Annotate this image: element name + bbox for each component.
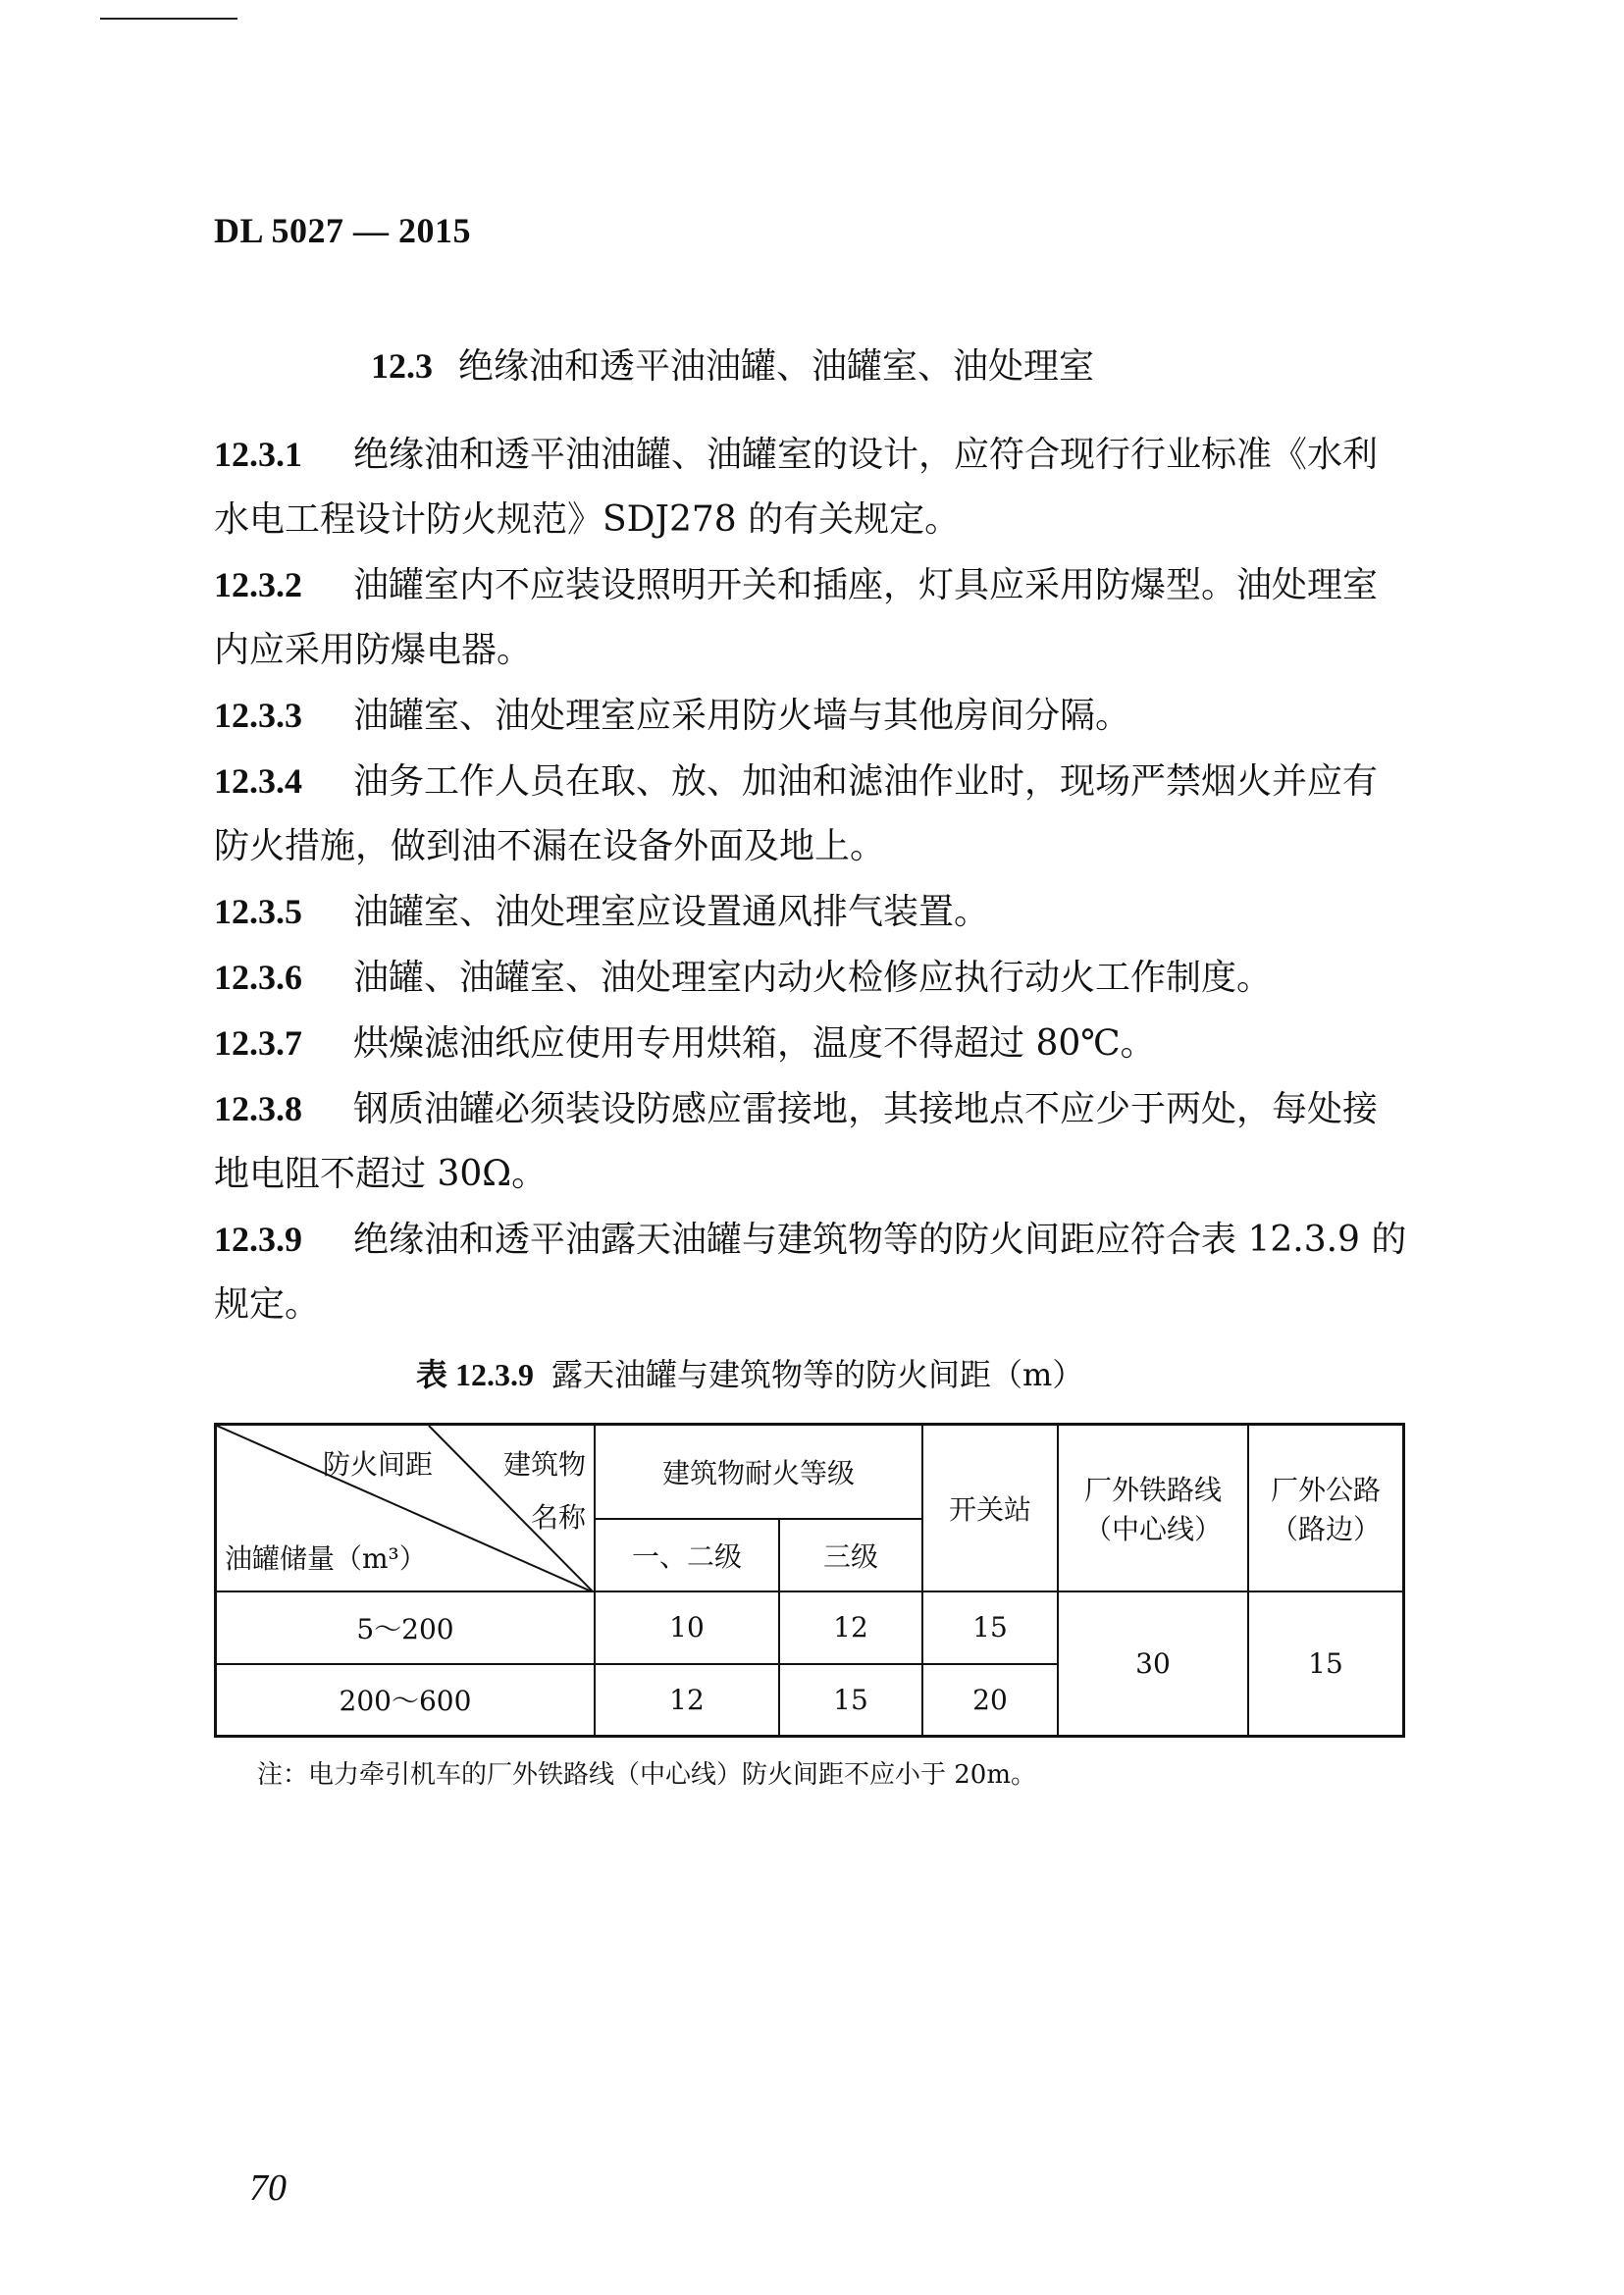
- fire-distance-table: [214, 1423, 1405, 1738]
- header-switchyard: 开关站: [922, 1425, 1058, 1591]
- diag-label-capacity: 油罐储量（m³）: [225, 1541, 427, 1575]
- header-fire-grade: 建筑物耐火等级: [595, 1425, 922, 1519]
- clause-12-3-9: [214, 1207, 1411, 1337]
- clause-12-3-2: [214, 552, 1411, 683]
- cell-grade-1-2: 12: [595, 1664, 779, 1737]
- header-rail: 厂外铁路线（中心线）: [1058, 1425, 1248, 1591]
- clause-text: 绝缘油和透平油油罐、油罐室的设计，应符合现行行业标准《水利水电工程设计防火规范》SDJ278 的有关规定。: [214, 435, 1379, 540]
- diag-label-building: 建筑物: [502, 1448, 586, 1481]
- document-code: DL 5027 — 2015: [214, 211, 472, 250]
- clause-text: 油罐室、油处理室应采用防火墙与其他房间分隔。: [353, 696, 1131, 736]
- cell-rail: 30: [1058, 1591, 1248, 1737]
- clause-number: 12.3.4: [214, 761, 302, 801]
- clause-12-3-3: [214, 683, 1411, 749]
- clause-text: 油务工作人员在取、放、加油和滤油作业时，现场严禁烟火并应有防火措施，做到油不漏在设备外面及地上。: [214, 761, 1379, 866]
- section-title: 绝缘油和透平油油罐、油罐室、油处理室: [458, 346, 1095, 387]
- clause-number: 12.3.2: [214, 565, 302, 604]
- clause-12-3-7: [214, 1011, 1411, 1076]
- section-heading: [371, 339, 1094, 389]
- page-number: 70: [249, 2167, 287, 2209]
- diag-label-name: 名称: [530, 1501, 586, 1534]
- clause-text: 绝缘油和透平油露天油罐与建筑物等的防火间距应符合表 12.3.9 的规定。: [214, 1220, 1407, 1325]
- section-number: 12.3: [371, 346, 433, 386]
- clause-12-3-8: [214, 1076, 1411, 1207]
- clause-text: 烘燥滤油纸应使用专用烘箱，温度不得超过 80℃。: [353, 1023, 1156, 1064]
- table-note: 注：电力牵引机车的厂外铁路线（中心线）防火间距不应小于 20m。: [257, 1760, 1037, 1790]
- cell-grade-3: 12: [779, 1591, 922, 1664]
- table-caption-text: 露天油罐与建筑物等的防火间距（m）: [551, 1356, 1084, 1393]
- cell-grade-1-2: 10: [595, 1591, 779, 1664]
- cell-capacity: 5～200: [216, 1591, 596, 1664]
- cell-switchyard: 20: [922, 1664, 1058, 1737]
- clause-number: 12.3.9: [214, 1220, 302, 1259]
- cell-switchyard: 15: [922, 1591, 1058, 1664]
- clause-number: 12.3.7: [214, 1023, 302, 1063]
- clause-12-3-6: [214, 945, 1411, 1011]
- clause-number: 12.3.8: [214, 1089, 302, 1128]
- clause-text: 钢质油罐必须装设防感应雷接地，其接地点不应少于两处，每处接地电阻不超过 30Ω。: [214, 1089, 1379, 1194]
- table-number: 表 12.3.9: [416, 1357, 535, 1392]
- clause-number: 12.3.3: [214, 696, 302, 735]
- clause-text: 油罐室内不应装设照明开关和插座，灯具应采用防爆型。油处理室内应采用防爆电器。: [214, 565, 1379, 670]
- clause-12-3-5: [214, 879, 1411, 945]
- clause-number: 12.3.6: [214, 958, 302, 997]
- diagonal-header-cell: [216, 1425, 596, 1591]
- header-road: 厂外公路（路边）: [1248, 1425, 1404, 1591]
- clause-12-3-4: [214, 749, 1411, 879]
- header-rule: [100, 18, 237, 20]
- cell-road: 15: [1248, 1591, 1404, 1737]
- table-row: [216, 1591, 1404, 1664]
- header-grade-1-2: 一、二级: [595, 1519, 779, 1591]
- diag-label-distance: 防火间距: [323, 1448, 434, 1481]
- clause-list: [214, 422, 1411, 1337]
- clause-number: 12.3.1: [214, 435, 302, 474]
- clause-text: 油罐室、油处理室应设置通风排气装置。: [353, 892, 990, 932]
- header-grade-3: 三级: [779, 1519, 922, 1591]
- table-caption: [416, 1350, 1083, 1395]
- clause-text: 油罐、油罐室、油处理室内动火检修应执行动火工作制度。: [353, 958, 1273, 998]
- clause-number: 12.3.5: [214, 892, 302, 931]
- cell-grade-3: 15: [779, 1664, 922, 1737]
- clause-12-3-1: [214, 422, 1411, 552]
- cell-capacity: 200～600: [216, 1664, 596, 1737]
